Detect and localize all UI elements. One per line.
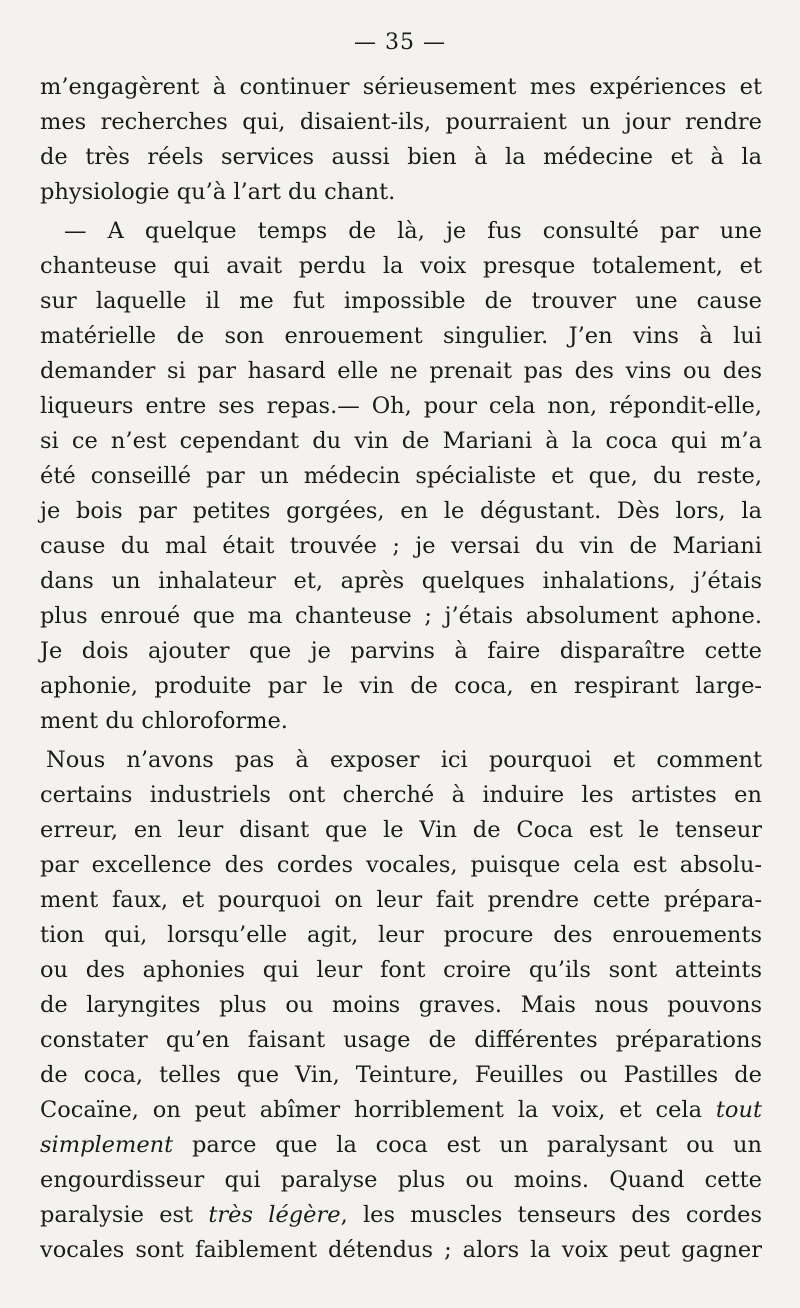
text-line-16: plus enroué que ma chanteuse ; j’étais absolument aphone. xyxy=(40,603,762,629)
body-text xyxy=(40,70,762,1268)
text-line-10: liqueurs entre ses repas.— Oh, pour cela non, répondit-elle, xyxy=(40,393,762,419)
text-line-3: de très réels services aussi bien à la médecine et à la xyxy=(40,144,762,170)
italic-word-tout: tout xyxy=(715,1097,762,1123)
text-line-15: dans un inhalateur et, après quelques inhalations, j’étais xyxy=(40,568,762,594)
text-line-34: vocales sont faiblement détendus ; alors la voix peut gagner xyxy=(40,1237,762,1263)
text-line-11: si ce n’est cependant du vin de Mariani à la coca qui m’a xyxy=(40,428,762,454)
text-line-7: sur laquelle il me fut impossible de trouver une cause xyxy=(40,288,762,314)
text-segment-31b: parce que la coca est un paralysant ou un xyxy=(191,1132,763,1158)
text-line-18: aphonie, produite par le vin de coca, en respirant large- xyxy=(40,673,762,699)
page-number: — 35 — xyxy=(354,30,446,55)
text-line-32: engourdisseur qui paralyse plus ou moins. Quand cette xyxy=(40,1167,762,1193)
text-line-19: ment du chloroforme. xyxy=(40,708,288,734)
text-line-1: m’engagèrent à continuer sérieusement mes expériences et xyxy=(40,74,762,100)
italic-phrase-tres-legere: très légère xyxy=(208,1202,341,1228)
text-line-4: physiologie qu’à l’art du chant. xyxy=(40,179,396,205)
text-line-8: matérielle de son enrouement singulier. J’en vins à lui xyxy=(40,323,762,349)
text-line-30 xyxy=(40,1093,762,1128)
text-line-33 xyxy=(40,1198,762,1233)
text-line-17: Je dois ajouter que je parvins à faire disparaître cette xyxy=(40,638,762,664)
text-line-14: cause du mal était trouvée ; je versai du vin de Mariani xyxy=(40,533,762,559)
text-segment-33c: , les muscles tenseurs des cordes xyxy=(340,1202,762,1228)
text-line-27: de laryngites plus ou moins graves. Mais nous pouvons xyxy=(40,992,762,1018)
text-line-6: chanteuse qui avait perdu la voix presque totalement, et xyxy=(40,253,762,279)
text-line-23: par excellence des cordes vocales, puisque cela est absolu- xyxy=(40,852,762,878)
text-segment-30a: Cocaïne, on peut abîmer horriblement la voix, et cela xyxy=(40,1097,703,1123)
text-line-12: été conseillé par un médecin spécialiste et que, du reste, xyxy=(40,463,762,489)
text-line-25: tion qui, lorsqu’elle agit, leur procure des enrouements xyxy=(40,922,762,948)
text-line-13: je bois par petites gorgées, en le dégustant. Dès lors, la xyxy=(40,498,762,524)
text-line-2: mes recherches qui, disaient-ils, pourraient un jour rendre xyxy=(40,109,762,135)
text-segment-33a: paralysie est xyxy=(40,1202,194,1228)
text-line-29: de coca, telles que Vin, Teinture, Feuilles ou Pastilles de xyxy=(40,1062,762,1088)
text-line-26: ou des aphonies qui leur font croire qu’ils sont atteints xyxy=(40,957,762,983)
text-line-21: certains industriels ont cherché à induire les artistes en xyxy=(40,782,762,808)
text-line-5: — A quelque temps de là, je fus consulté par une xyxy=(64,218,762,244)
text-line-28: constater qu’en faisant usage de différentes préparations xyxy=(40,1027,762,1053)
italic-word-simplement: simplement xyxy=(40,1132,174,1158)
text-line-31 xyxy=(40,1128,762,1163)
text-line-20: Nous n’avons pas à exposer ici pourquoi et comment xyxy=(46,747,762,773)
text-line-9: demander si par hasard elle ne prenait pas des vins ou des xyxy=(40,358,762,384)
text-line-24: ment faux, et pourquoi on leur fait prendre cette prépara- xyxy=(40,887,762,913)
text-line-22: erreur, en leur disant que le Vin de Coca est le tenseur xyxy=(40,817,762,843)
